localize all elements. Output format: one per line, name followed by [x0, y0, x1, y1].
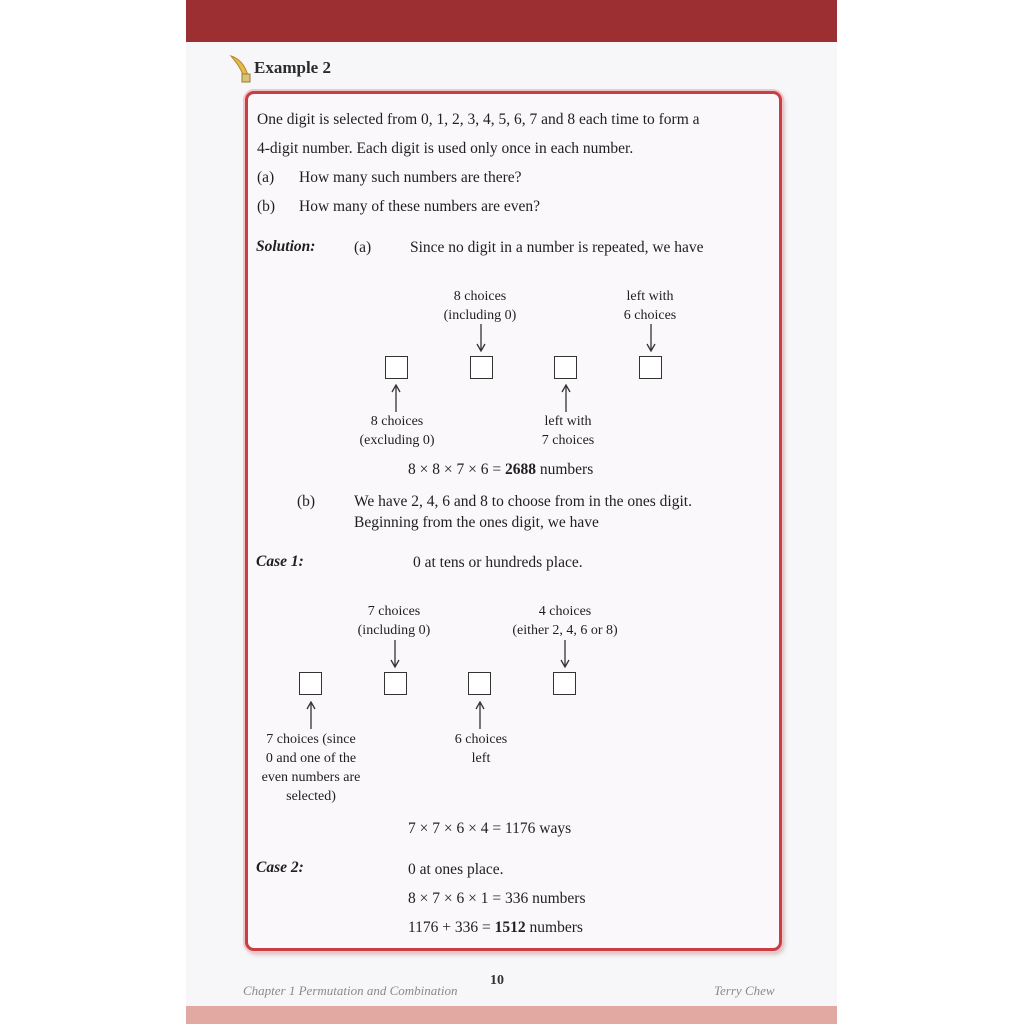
diagram2-top-right-label: [490, 602, 640, 640]
diagram2-top-left-label: [334, 602, 454, 640]
arrow-down-icon: [476, 324, 486, 352]
digit-box-tens: [468, 672, 491, 695]
diagram2-bottom-right-line-1: 6 choices: [454, 732, 508, 747]
diagram2-bottom-right-label: [421, 730, 541, 768]
question-line-2: 4-digit number. Each digit is used only once in each number.: [257, 140, 634, 157]
solution-b-text-1: We have 2, 4, 6 and 8 to choose from in the ones digit.: [354, 493, 692, 510]
diagram2-bottom-left-line-3: even numbers are: [261, 770, 361, 785]
solution-a-text: Since no digit in a number is repeated, we have: [410, 239, 704, 256]
digit-box-ones: [553, 672, 576, 695]
digit-box-thousands: [299, 672, 322, 695]
diagram2-bottom-left-line-1: 7 choices (since: [266, 732, 356, 747]
digit-box-thousands: [385, 356, 408, 379]
diagram1-bottom-right-line-2: 7 choices: [541, 433, 595, 448]
case2-text: 0 at ones place.: [408, 861, 504, 878]
bottom-band: [186, 1006, 837, 1024]
diagram2-bottom-left-line-2: 0 and one of the: [265, 751, 357, 766]
question-b-label: (b): [257, 198, 276, 215]
diagram1-bottom-left-line-1: 8 choices: [370, 414, 424, 429]
digit-box-hundreds: [470, 356, 493, 379]
case1-text: 0 at tens or hundreds place.: [413, 554, 583, 571]
diagram1-top-left-label: [420, 287, 540, 325]
diagram1-top-right-line-1: left with: [626, 289, 674, 304]
case2-calc: 8 × 7 × 6 × 1 = 336 numbers: [408, 890, 586, 907]
diagram2-bottom-left-line-4: selected): [286, 789, 336, 804]
question-line-1: One digit is selected from 0, 1, 2, 3, 4, 5, 6, 7 and 8 each time to form a: [257, 111, 700, 128]
arrow-down-icon: [390, 640, 400, 668]
solution-a-label: (a): [354, 239, 372, 256]
diagram2-bottom-left-label: [246, 730, 376, 806]
footer-chapter: Chapter 1 Permutation and Combination: [243, 983, 458, 998]
diagram2-top-left-line-1: 7 choices: [367, 604, 421, 619]
final-result: [408, 920, 583, 936]
question-a-text: How many such numbers are there?: [299, 169, 522, 186]
arrow-down-icon: [646, 324, 656, 352]
arrow-down-icon: [560, 640, 570, 668]
case1-label: Case 1:: [256, 553, 304, 570]
top-band: [186, 0, 837, 42]
result-a-prefix: 8 × 8 × 7 × 6 =: [408, 461, 505, 478]
solution-b-label: (b): [297, 493, 316, 510]
digit-box-tens: [554, 356, 577, 379]
digit-box-hundreds: [384, 672, 407, 695]
question-a-label: (a): [257, 169, 275, 186]
diagram1-top-left-line-2: (including 0): [443, 308, 517, 323]
diagram1-bottom-left-label: [337, 412, 457, 450]
final-result-prefix: 1176 + 336 =: [408, 919, 495, 936]
result-a-suffix: numbers: [535, 461, 594, 478]
case2-label: Case 2:: [256, 859, 304, 876]
final-result-answer: 1512: [494, 919, 526, 936]
question-b-text: How many of these numbers are even?: [299, 198, 541, 215]
diagram1-bottom-left-line-2: (excluding 0): [359, 433, 435, 448]
diagram2-top-left-line-2: (including 0): [357, 623, 431, 638]
example-title: Example 2: [254, 58, 331, 77]
arrow-up-icon: [306, 701, 316, 729]
solution-label: Solution:: [256, 238, 316, 255]
footer-author: Terry Chew: [714, 983, 775, 998]
arrow-up-icon: [391, 384, 401, 412]
result-a: [408, 462, 593, 478]
page-number: 10: [490, 973, 504, 988]
diagram1-bottom-right-line-1: left with: [544, 414, 592, 429]
result-a-answer: 2688: [504, 461, 536, 478]
quill-icon: [228, 54, 254, 84]
diagram1-top-right-label: [590, 287, 710, 325]
diagram2-top-right-line-2: (either 2, 4, 6 or 8): [512, 623, 618, 638]
diagram1-bottom-right-label: [508, 412, 628, 450]
diagram2-top-right-line-1: 4 choices: [538, 604, 592, 619]
solution-b-text-2: Beginning from the ones digit, we have: [354, 514, 599, 531]
final-result-suffix: numbers: [525, 919, 583, 936]
arrow-up-icon: [561, 384, 571, 412]
case1-result: 7 × 7 × 6 × 4 = 1176 ways: [408, 820, 572, 837]
diagram1-top-left-line-1: 8 choices: [453, 289, 507, 304]
diagram1-top-right-line-2: 6 choices: [623, 308, 677, 323]
digit-box-ones: [639, 356, 662, 379]
arrow-up-icon: [475, 701, 485, 729]
diagram2-bottom-right-line-2: left: [471, 751, 491, 766]
